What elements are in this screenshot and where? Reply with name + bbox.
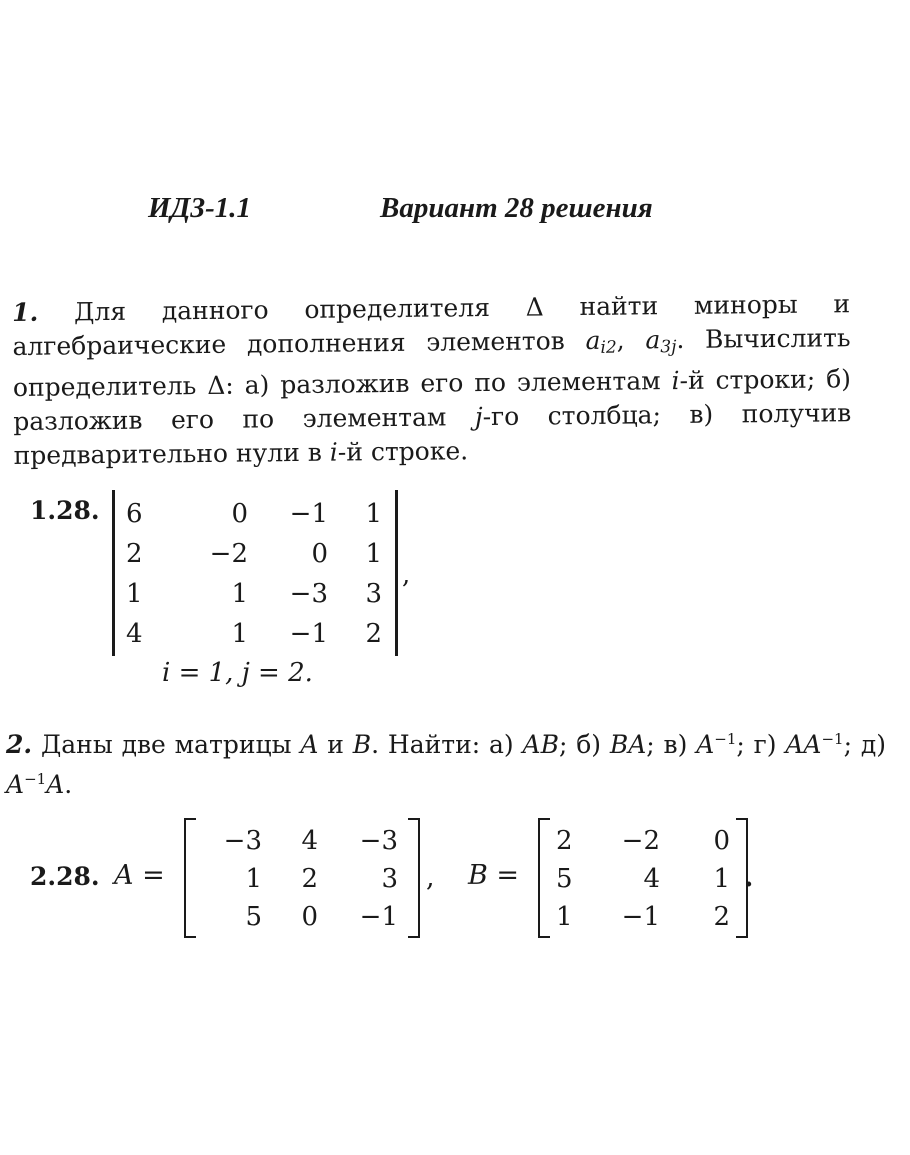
det-cell: 3 <box>365 579 382 609</box>
element-a-3j-subscript: 3j <box>660 337 677 358</box>
inverse-superscript: −1 <box>714 730 737 748</box>
det-cell: 0 <box>231 499 248 529</box>
matrices-end-dot: . <box>744 862 754 893</box>
problem-2-text: . <box>64 770 73 799</box>
element-a-i2: a <box>585 325 601 355</box>
document-header <box>148 192 653 225</box>
problem-1-number: 1. <box>12 297 39 327</box>
problem-2-text: . Найти: а) <box>371 730 523 759</box>
matrices-label: 2.28. <box>30 862 100 891</box>
det-cell: 1 <box>126 579 143 609</box>
matrices-comma: , <box>426 862 435 893</box>
matrix-a-cell: 2 <box>301 864 318 894</box>
matrix-a-prefix: A = <box>114 860 165 891</box>
det-cell: 1 <box>365 499 382 529</box>
product-ainv-a: A <box>46 770 65 799</box>
det-cell: −1 <box>289 619 328 649</box>
problem-2-text: ; б) <box>558 730 610 759</box>
det-cell: −1 <box>289 499 328 529</box>
matrix-b-cell: 1 <box>713 864 730 894</box>
problem-2-text: и <box>318 730 353 759</box>
det-cell: 2 <box>365 619 382 649</box>
problem-1-statement <box>12 287 852 473</box>
matrix-b-grid <box>556 822 730 936</box>
matrix-b-cell: 2 <box>713 902 730 932</box>
problem-1-text: -й строки; б) разложив его по элементам <box>13 364 852 436</box>
matrix-b <box>538 818 750 938</box>
product-a-ainv: AA <box>785 730 822 759</box>
problem-1-text: -го столбца; в) получив предварительно нули в <box>13 398 852 470</box>
matrix-a-cell: 5 <box>245 902 262 932</box>
inverse-a: A <box>696 730 715 759</box>
determinant-grid <box>126 494 382 654</box>
problem-1-text: -й строке. <box>337 436 469 467</box>
product-ab: AB <box>522 730 559 759</box>
problem-1-text: . Вычислить определитель Δ: а) разложив его по элементам <box>12 323 851 402</box>
determinant-left-bar <box>112 490 115 656</box>
det-cell: 1 <box>231 579 248 609</box>
determinant-right-bar <box>395 490 398 656</box>
product-ba: BA <box>609 730 647 759</box>
header-assignment-id: ИДЗ-1.1 <box>148 192 252 224</box>
determinant-comma: , <box>402 560 411 590</box>
matrix-a-grid <box>200 822 398 936</box>
inverse-superscript: −1 <box>821 730 844 748</box>
determinant <box>112 490 412 656</box>
element-a-i2-subscript: i2 <box>600 337 617 358</box>
var-j: j <box>474 402 483 432</box>
separator: , <box>616 325 646 355</box>
problem-2-text: ; г) <box>736 730 786 759</box>
matrix-a-cell: 0 <box>301 902 318 932</box>
matrix-a-cell: −3 <box>223 826 262 856</box>
matrix-a-cell: 4 <box>301 826 318 856</box>
header-variant: Вариант 28 решения <box>380 192 653 224</box>
det-cell: 6 <box>126 499 143 529</box>
problem-2-number: 2. <box>6 730 33 759</box>
matrix-b-cell: 5 <box>556 864 573 894</box>
problem-2-text: ; в) <box>646 730 697 759</box>
matrix-b-cell: 2 <box>556 826 573 856</box>
matrix-b-cell: 4 <box>643 864 660 894</box>
det-cell: −3 <box>289 579 328 609</box>
matrix-a-cell: 3 <box>381 864 398 894</box>
var-i: i <box>671 366 680 396</box>
matrix-symbol-a: A <box>300 730 319 759</box>
element-a-3j: a <box>645 325 661 355</box>
matrix-symbol-b: B <box>352 730 372 759</box>
matrix-b-left-bracket <box>538 818 550 938</box>
matrix-a <box>184 818 420 938</box>
problem-2-text: Даны две матрицы <box>32 730 301 759</box>
problem-2-statement <box>6 722 886 802</box>
det-cell: −2 <box>209 539 248 569</box>
det-cell: 0 <box>311 539 328 569</box>
inverse-a: A <box>6 770 25 799</box>
matrix-a-cell: 1 <box>245 864 262 894</box>
determinant-indices: i = 1, j = 2. <box>162 658 313 688</box>
det-cell: 1 <box>365 539 382 569</box>
det-cell: 4 <box>126 619 143 649</box>
matrix-a-right-bracket <box>408 818 420 938</box>
var-i: i <box>329 437 338 467</box>
determinant-label: 1.28. <box>30 496 100 525</box>
matrix-a-cell: −3 <box>359 826 398 856</box>
matrix-b-cell: 1 <box>556 902 573 932</box>
matrix-a-cell: −1 <box>359 902 398 932</box>
problem-2-text: ; д) <box>843 730 886 759</box>
det-cell: 2 <box>126 539 143 569</box>
matrix-b-cell: −2 <box>621 826 660 856</box>
problem-1-text: Для данного определителя Δ найти миноры и алгебраические дополнения элементов <box>12 289 851 361</box>
det-cell: 1 <box>231 619 248 649</box>
matrix-b-prefix: B = <box>468 860 520 891</box>
matrix-b-cell: −1 <box>621 902 660 932</box>
matrix-b-cell: 0 <box>713 826 730 856</box>
inverse-superscript: −1 <box>24 770 47 788</box>
matrix-a-left-bracket <box>184 818 196 938</box>
